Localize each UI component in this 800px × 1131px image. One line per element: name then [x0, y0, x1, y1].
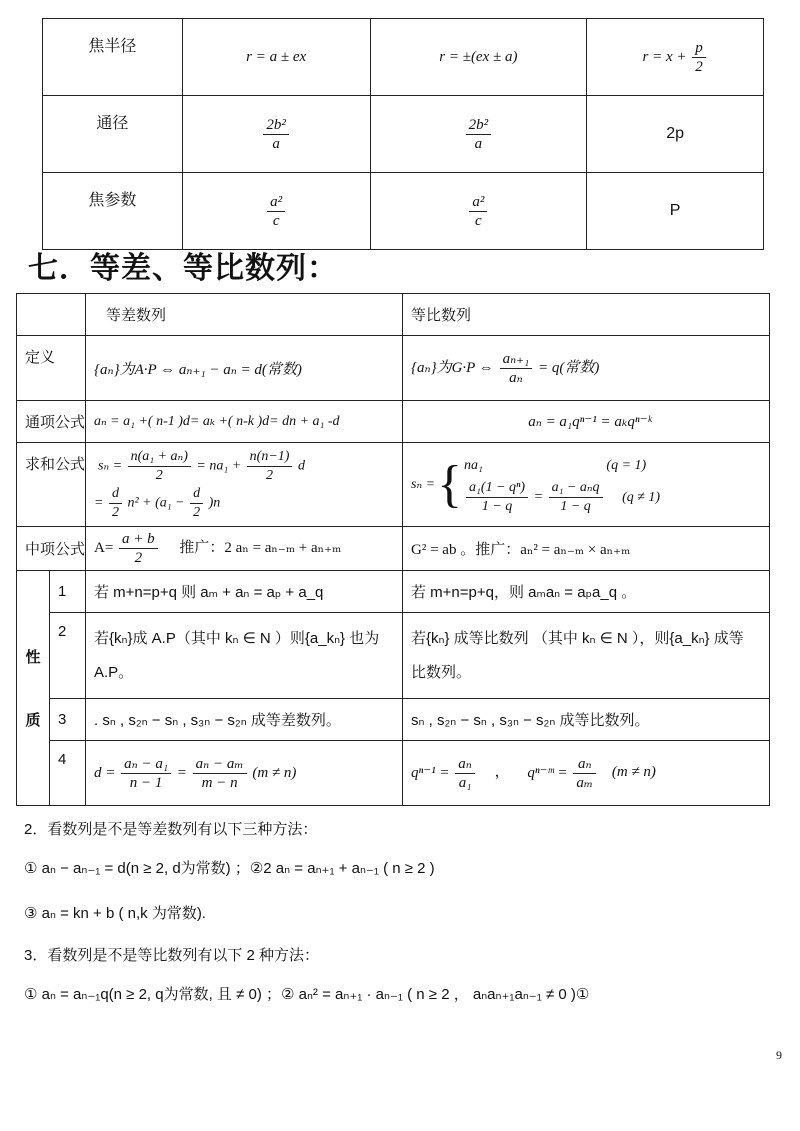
- formula-text: sₙ =: [98, 458, 123, 474]
- formula-text: =: [533, 489, 544, 505]
- table-row: [17, 401, 770, 443]
- property-1-arithmetic: 若 m+n=p+q 则 aₘ + aₙ = aₚ + a_q: [86, 571, 403, 613]
- properties-label-top: 性: [25, 649, 41, 666]
- general-term-label: 通项公式: [17, 401, 86, 443]
- property-4-geometric: [403, 741, 770, 806]
- property-text-line: 若{kₙ}成 A.P（其中 kₙ ∈ N ）则{a_kₙ} 也为: [94, 629, 380, 647]
- property-1-geometric: 若 m+n=p+q，则 aₘaₙ = aₚa_q 。: [403, 571, 770, 613]
- formula-text: n² + (a₁ −: [127, 495, 185, 511]
- numerator: 2b²: [263, 116, 289, 135]
- sum-geometric: [403, 443, 770, 527]
- case-1: [464, 453, 660, 479]
- formula-condition: (q = 1): [606, 458, 647, 473]
- table-row: [17, 443, 770, 527]
- numerator: aₙ₊₁: [500, 350, 533, 369]
- property-number: 2: [50, 613, 86, 699]
- table-row: [17, 741, 770, 806]
- middle-term-label: 中项公式: [17, 527, 86, 571]
- denominator: 1 − q: [560, 499, 591, 514]
- formula-text: qⁿ⁻¹ =: [411, 764, 450, 781]
- numerator: aₙ: [573, 755, 596, 774]
- formula-text: 推广：2 aₙ = aₙ₋ₘ + aₙ₊ₘ: [179, 539, 342, 556]
- table-row: [17, 336, 770, 401]
- numerator: a₁ − aₙq: [549, 479, 603, 498]
- definition-label: 定义: [17, 336, 86, 401]
- note-2-title: 2．看数列是不是等差数列有以下三种方法：: [24, 821, 318, 838]
- focal-radius-parabola: [587, 19, 764, 96]
- formula-text: )n: [208, 495, 221, 511]
- denominator: 2: [695, 58, 703, 75]
- focal-parameter-ellipse: [182, 173, 370, 250]
- formula-condition: (q ≠ 1): [622, 489, 661, 505]
- numerator: a + b: [119, 530, 158, 549]
- property-4-arithmetic: [86, 741, 403, 806]
- formula-text: {aₙ}为G·P ⇔: [411, 359, 494, 376]
- sum-label: 求和公式: [17, 443, 86, 527]
- fraction: [549, 479, 603, 516]
- fraction: [455, 755, 475, 792]
- denominator: aₙ: [509, 369, 523, 386]
- denominator: 2: [155, 467, 163, 483]
- latus-rectum-parabola: 2p: [587, 96, 764, 173]
- property-text-line: 比数列。: [411, 663, 472, 681]
- formula-text: na₁: [464, 458, 483, 473]
- sum-arithmetic: [86, 443, 403, 527]
- formula-condition: (m ≠ n): [252, 764, 297, 781]
- property-number: 3: [50, 699, 86, 741]
- numerator: aₙ − aₘ: [193, 755, 247, 774]
- fraction: [263, 116, 289, 153]
- numerator: a₁(1 − qⁿ): [466, 479, 528, 498]
- properties-label-bottom: 质: [25, 712, 41, 729]
- note-2-method-3: ③ aₙ = kn + b ( n,k 为常数).: [24, 905, 206, 922]
- property-text-line: 若{kₙ} 成等比数列 （其中 kₙ ∈ N ），则{a_kₙ} 成等: [411, 629, 744, 647]
- focal-parameter-hyperbola: [370, 173, 587, 250]
- fraction: [247, 448, 293, 485]
- header-empty: [17, 294, 86, 336]
- denominator: c: [475, 212, 482, 229]
- denominator: n − 1: [129, 774, 163, 791]
- denominator: c: [272, 212, 280, 229]
- conic-properties-table: [42, 18, 764, 250]
- definition-arithmetic: {aₙ}为A·P ⇔ aₙ₊₁ − aₙ = d(常数): [86, 336, 403, 401]
- focal-parameter-label: 焦参数: [43, 173, 183, 250]
- numerator: d: [190, 485, 203, 504]
- piecewise-cases: [464, 453, 660, 516]
- fraction: [466, 479, 528, 516]
- general-term-arithmetic: aₙ = a₁ +( n-1 )d= aₖ +( n-k )d= dn + a₁ -d: [86, 401, 403, 443]
- formula-text: = q(常数): [538, 359, 600, 376]
- denominator: a₁: [458, 774, 472, 791]
- formula-text: = na₁ +: [196, 458, 242, 474]
- property-2-geometric: [403, 613, 770, 699]
- fraction: [469, 193, 487, 230]
- numerator: 2b²: [466, 116, 492, 135]
- fraction: [190, 485, 203, 522]
- formula-text: qⁿ⁻ᵐ =: [527, 764, 568, 781]
- fraction: [573, 755, 596, 792]
- denominator: 2: [193, 504, 201, 520]
- denominator: 1 − q: [481, 499, 513, 514]
- fraction: [128, 448, 191, 485]
- property-2-arithmetic: [86, 613, 403, 699]
- fraction: [193, 755, 247, 792]
- case-2: [464, 479, 660, 516]
- header-geometric: 等比数列: [403, 294, 770, 336]
- denominator: a: [474, 135, 483, 152]
- middle-term-geometric: G² = ab 。推广：aₙ² = aₙ₋ₘ × aₙ₊ₘ: [403, 527, 770, 571]
- table-row: [17, 571, 770, 613]
- fraction: [466, 116, 492, 153]
- latus-rectum-label: 通径: [43, 96, 183, 173]
- numerator: a²: [469, 193, 487, 212]
- formula-text: d: [297, 458, 305, 474]
- table-row: [43, 19, 764, 96]
- note-3-methods: ① aₙ = aₙ₋₁q(n ≥ 2, q为常数, 且 ≠ 0) ；② aₙ² = aₙ₊₁ · aₙ₋₁ ( n ≥ 2 ， aₙaₙ₊₁aₙ₋₁ ≠ 0 )①: [24, 986, 590, 1003]
- table-row: [17, 294, 770, 336]
- denominator: aₘ: [576, 774, 594, 791]
- table-row: [43, 96, 764, 173]
- properties-label: [17, 571, 50, 806]
- page-number: 9: [776, 1048, 782, 1062]
- denominator: a: [272, 135, 280, 152]
- denominator: 2: [111, 504, 119, 520]
- formula-separator: ，: [494, 764, 510, 781]
- property-text-line: A.P。: [94, 663, 134, 681]
- formula-text: A=: [94, 539, 114, 556]
- section-title: 七．等差、等比数列：: [28, 252, 338, 285]
- denominator: 2: [134, 550, 143, 566]
- denominator: m − n: [201, 774, 238, 791]
- property-number: 4: [50, 741, 86, 806]
- formula-condition: (m ≠ n): [611, 764, 656, 781]
- formula-text: sₙ =: [411, 477, 436, 492]
- general-term-geometric: aₙ = a₁qⁿ⁻¹ = aₖqⁿ⁻ᵏ: [403, 401, 770, 443]
- numerator: a²: [267, 193, 285, 212]
- property-3-geometric: sₙ , s₂ₙ − sₙ , s₃ₙ − s₂ₙ 成等比数列。: [403, 699, 770, 741]
- numerator: d: [109, 485, 122, 504]
- left-brace: {: [437, 455, 463, 513]
- denominator: 2: [266, 467, 274, 483]
- piecewise-formula: [411, 453, 769, 516]
- note-2-methods: ① aₙ − aₙ₋₁ = d(n ≥ 2, d为常数) ；②2 aₙ = aₙ₊₁ + aₙ₋₁ ( n ≥ 2 ): [24, 860, 435, 877]
- fraction: [692, 39, 706, 76]
- definition-geometric: [403, 336, 770, 401]
- table-row: [17, 613, 770, 699]
- focal-parameter-parabola: P: [587, 173, 764, 250]
- fraction: [267, 193, 285, 230]
- sum-line-2: [94, 485, 402, 522]
- numerator: n(n−1): [247, 448, 293, 467]
- numerator: n(a₁ + aₙ): [128, 448, 191, 467]
- numerator: aₙ − a₁: [121, 755, 171, 774]
- focal-radius-label: 焦半径: [43, 19, 183, 96]
- sum-line-1: [94, 448, 402, 485]
- property-number: 1: [50, 571, 86, 613]
- sequence-table: [16, 293, 770, 806]
- fraction: [500, 350, 533, 387]
- header-arithmetic: 等差数列: [86, 294, 403, 336]
- fraction: [109, 485, 122, 522]
- focal-radius-ellipse: r = a ± ex: [182, 19, 370, 96]
- fraction: [121, 755, 171, 792]
- note-3-title: 3．看数列是不是等比数列有以下 2 种方法：: [24, 947, 320, 964]
- latus-rectum-ellipse: [182, 96, 370, 173]
- table-row: [17, 699, 770, 741]
- table-row: [17, 527, 770, 571]
- focal-radius-hyperbola: r = ±(ex ± a): [370, 19, 587, 96]
- numerator: aₙ: [455, 755, 475, 774]
- middle-term-arithmetic: [86, 527, 403, 571]
- numerator: p: [692, 39, 706, 58]
- latus-rectum-hyperbola: [370, 96, 587, 173]
- property-3-arithmetic: . sₙ , s₂ₙ − sₙ , s₃ₙ − s₂ₙ 成等差数列。: [86, 699, 403, 741]
- formula-text: d =: [94, 764, 116, 781]
- formula-text: =: [176, 764, 187, 781]
- table-row: [43, 173, 764, 250]
- fraction: [119, 530, 158, 567]
- formula-text: =: [94, 495, 104, 511]
- formula-text: r = x +: [642, 48, 687, 65]
